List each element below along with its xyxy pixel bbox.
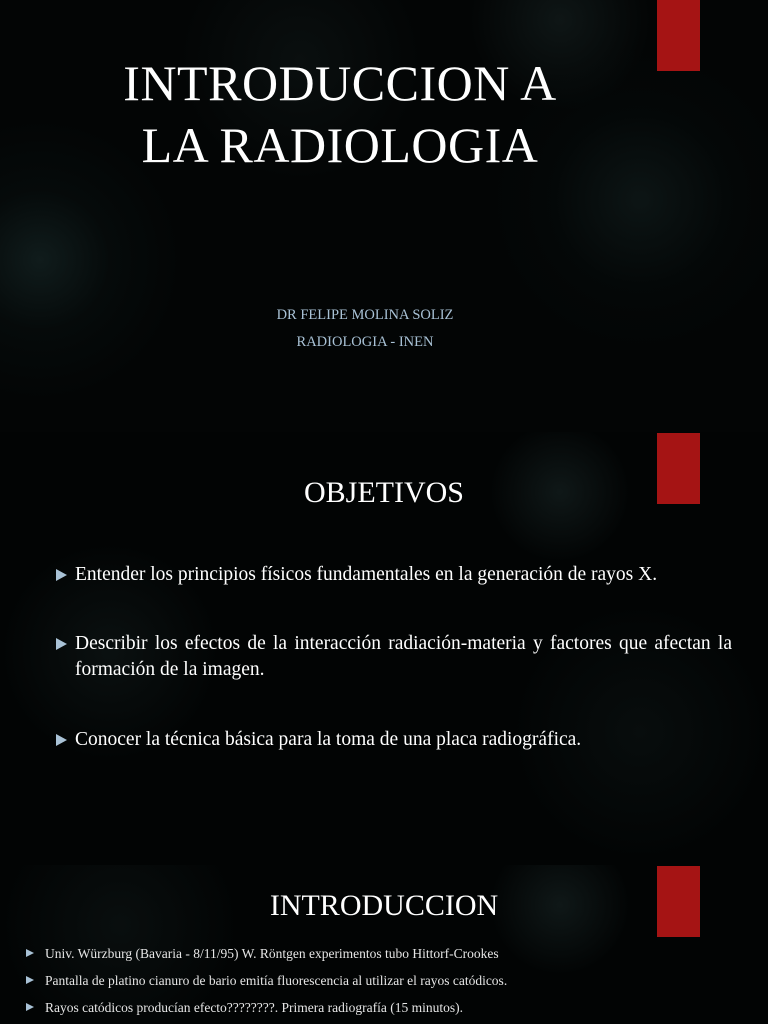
author-affiliation: RADIOLOGIA - INEN <box>296 334 434 350</box>
author-name: DR FELIPE MOLINA SOLIZ <box>276 307 454 323</box>
bullet-list <box>26 940 726 1021</box>
bullet-text: Pantalla de platino cianuro de bario emitía fluorescencia al utilizar el rayos catódicos. <box>45 973 508 988</box>
bullet-text: Univ. Würzburg (Bavaria - 8/11/95) W. Röntgen experimentos tubo Hittorf-Crookes <box>45 946 499 961</box>
red-accent-bar <box>657 0 700 71</box>
bullet-text: Conocer la técnica básica para la toma de una placa radiográfica. <box>75 729 582 750</box>
list-item <box>26 967 726 994</box>
slide-subtitle <box>160 302 570 356</box>
list-item <box>56 562 732 588</box>
slide-introduccion <box>0 865 768 1024</box>
title-line: INTRODUCCION A <box>123 55 557 111</box>
bullet-text: Describir los efectos de la interacción radiación-materia y factores que afectan la formación de la imagen. <box>75 633 732 680</box>
title-line: LA RADIOLOGIA <box>141 117 539 173</box>
triangle-bullet-icon <box>56 569 67 581</box>
triangle-bullet-icon <box>26 949 34 957</box>
list-item <box>26 940 726 967</box>
triangle-bullet-icon <box>26 976 34 984</box>
bullet-list <box>56 562 732 753</box>
slide-title <box>0 0 768 432</box>
slide-heading: INTRODUCCION <box>269 889 499 922</box>
triangle-bullet-icon <box>56 638 67 650</box>
triangle-bullet-icon <box>26 1003 34 1011</box>
slide-heading: OBJETIVOS <box>303 476 464 509</box>
bullet-text: Rayos catódicos producían efecto????????. Primera radiografía (15 minutos). <box>45 1000 463 1015</box>
list-item <box>56 727 732 753</box>
triangle-bullet-icon <box>56 734 67 746</box>
bullet-text: Entender los principios físicos fundamentales en la generación de rayos X. <box>75 564 658 585</box>
list-item <box>26 994 726 1021</box>
slide-title-heading <box>60 52 620 176</box>
slide-objetivos <box>0 432 768 865</box>
list-item <box>56 631 732 683</box>
